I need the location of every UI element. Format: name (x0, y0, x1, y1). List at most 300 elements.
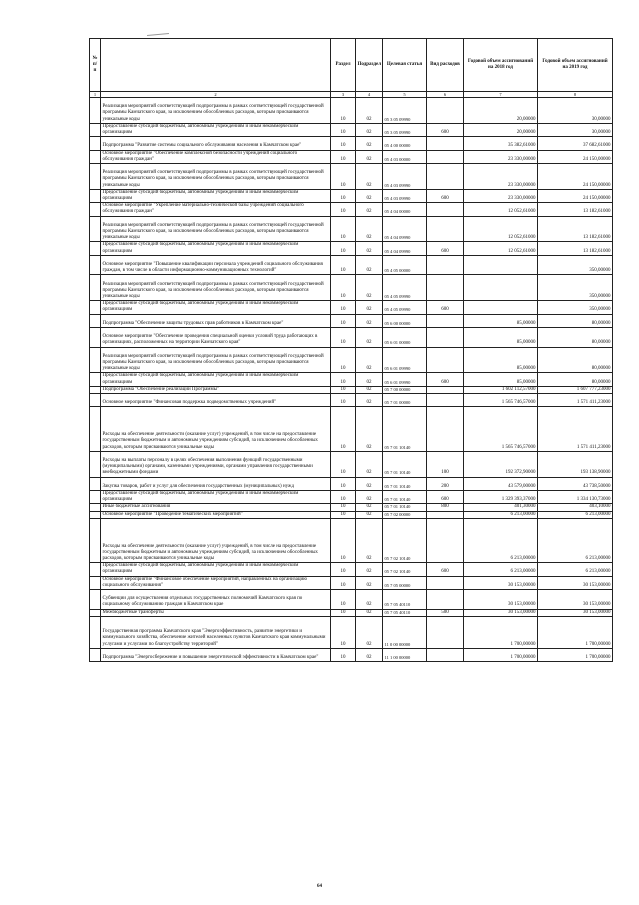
cell-podrazdel: 02 (356, 98, 383, 124)
cell-amount-2019: 30 153,00000 (538, 576, 613, 589)
header-razdel: Раздел (331, 39, 356, 92)
cell-name: Реализация мероприятий соответствующей подпрограммы в рамках соответствующей государственной программы Камчатского края, за исключением обособленных расходов, которым присваиваются уникальные коды (101, 216, 331, 242)
cell-vid (427, 589, 464, 609)
cell-num (90, 373, 101, 386)
cell-amount-2019: 80,00000 (538, 373, 613, 386)
cell-razdel: 10 (331, 328, 356, 348)
cell-name: Предоставление субсидий бюджетным, автономным учреждениям и иным некоммерческим организациям (101, 490, 331, 503)
cell-razdel: 10 (331, 576, 356, 589)
cell-vid (427, 275, 464, 301)
col-number: 1 (90, 92, 101, 98)
page-number: 64 (317, 884, 322, 889)
col-number: 5 (383, 92, 427, 98)
cell-statia: 05 7 02 10140 (383, 563, 427, 576)
cell-name: Предоставление субсидий бюджетным, автономным учреждениям и иным некоммерческим организациям (101, 189, 331, 202)
cell-razdel: 10 (331, 275, 356, 301)
cell-vid (427, 164, 464, 190)
cell-vid (427, 407, 464, 451)
cell-amount-2018: 35 382,61000 (464, 137, 538, 150)
cell-num (90, 648, 101, 661)
table-row (90, 504, 613, 511)
header-2018: Годовой объем ассигнований на 2018 год (464, 39, 538, 92)
table-row (90, 648, 613, 661)
cell-name: Реализация мероприятий соответствующей подпрограммы в рамках соответствующей государственной программы Камчатского края, за исключением обособленных расходов, которым присваиваются уникальные коды (101, 275, 331, 301)
cell-razdel: 10 (331, 255, 356, 275)
cell-name: Предоставление субсидий бюджетным, автономным учреждениям и иным некоммерческим организациям (101, 373, 331, 386)
cell-amount-2018: 20,00000 (464, 123, 538, 136)
cell-podrazdel: 02 (356, 275, 383, 301)
cell-vid: 600 (427, 123, 464, 136)
table-row (90, 314, 613, 327)
cell-num (90, 609, 101, 616)
cell-num (90, 511, 101, 518)
cell-razdel: 10 (331, 314, 356, 327)
cell-razdel: 10 (331, 648, 356, 661)
cell-razdel: 10 (331, 98, 356, 124)
cell-razdel: 10 (331, 451, 356, 477)
cell-podrazdel: 02 (356, 301, 383, 314)
cell-statia: 05 4 04 00000 (383, 203, 427, 216)
cell-podrazdel: 02 (356, 609, 383, 616)
table-row (90, 189, 613, 202)
cell-razdel: 10 (331, 589, 356, 609)
cell-name: Основное мероприятие "Укрепление материально-технической базы учреждений социального обслуживания граждан" (101, 203, 331, 216)
table-row (90, 150, 613, 163)
cell-num (90, 563, 101, 576)
cell-statia: 05 7 01 00000 (383, 394, 427, 407)
cell-amount-2019: 1 607 777,23000 (538, 386, 613, 393)
cell-amount-2019: 6 213,00000 (538, 563, 613, 576)
cell-name: Расходы на обеспечение деятельности (оказание услуг) учреждений, в том числе на предоставление государственным бюджетным и автономным учреждениям субсидий, за исключением обособленных расходов, которым присваиваются уникальные коды (101, 407, 331, 451)
cell-amount-2019: 1 700,00000 (538, 616, 613, 648)
cell-amount-2019: 24 150,00000 (538, 189, 613, 202)
cell-statia: 05 4 03 09990 (383, 189, 427, 202)
cell-name: Государственная программа Камчатского края "Энергоэффективность, развитие энергетики и коммунального хозяйства, обеспечение жителей населенных пунктов Камчатского края коммунальными услугами и услугами по благоустройству территорий" (101, 616, 331, 648)
cell-statia: 05 7 01 10140 (383, 407, 427, 451)
cell-amount-2019: 43 738,50000 (538, 477, 613, 490)
cell-podrazdel: 02 (356, 407, 383, 451)
table-row (90, 563, 613, 576)
header-2019: Годовой объем ассигнований на 2019 год (538, 39, 613, 92)
cell-num (90, 407, 101, 451)
cell-vid: 100 (427, 451, 464, 477)
cell-amount-2018: 6 213,00000 (464, 563, 538, 576)
cell-statia: 11 1 00 00000 (383, 648, 427, 661)
cell-name: Расходы на обеспечение деятельности (оказание услуг) учреждений, в том числе на предоставление государственным бюджетным и автономным учреждениям субсидий, за исключением обособленных расходов, которым присваиваются уникальные коды (101, 518, 331, 562)
cell-amount-2019: 30,00000 (538, 123, 613, 136)
table-row (90, 451, 613, 477)
cell-num (90, 518, 101, 562)
cell-name: Реализация мероприятий соответствующей подпрограммы в рамках соответствующей государственной программы Камчатского края, за исключением обособленных расходов, которым присваиваются уникальные коды (101, 347, 331, 373)
table-row (90, 301, 613, 314)
cell-razdel: 10 (331, 490, 356, 503)
header-statia: Целевая статья (383, 39, 427, 92)
cell-name: Закупка товаров, работ и услуг для обеспечения государственных (муниципальных) нужд (101, 477, 331, 490)
cell-amount-2018: 23 330,00000 (464, 150, 538, 163)
cell-amount-2019: 13 182,61000 (538, 203, 613, 216)
cell-podrazdel: 02 (356, 477, 383, 490)
cell-amount-2019: 350,00000 (538, 255, 613, 275)
cell-num (90, 477, 101, 490)
table-row (90, 518, 613, 562)
table-row (90, 373, 613, 386)
cell-amount-2018: 6 213,00000 (464, 518, 538, 562)
cell-amount-2019: 1 571 411,23000 (538, 394, 613, 407)
cell-amount-2019: 24 150,00000 (538, 164, 613, 190)
cell-vid: 600 (427, 242, 464, 255)
cell-statia: 05 7 00 00000 (383, 386, 427, 393)
cell-vid (427, 616, 464, 648)
cell-podrazdel: 02 (356, 189, 383, 202)
cell-podrazdel: 02 (356, 648, 383, 661)
cell-num (90, 242, 101, 255)
cell-razdel: 10 (331, 511, 356, 518)
cell-razdel: 10 (331, 504, 356, 511)
cell-razdel: 10 (331, 123, 356, 136)
cell-amount-2019: 13 182,61000 (538, 216, 613, 242)
cell-razdel: 10 (331, 347, 356, 373)
cell-name: Основное мероприятие "Повышение квалификации персонала учреждений социального обслуживания граждан, в том числе в области информационно-коммуникационных технологий" (101, 255, 331, 275)
cell-vid (427, 314, 464, 327)
cell-name: Расходы на выплаты персоналу в целях обеспечения выполнения функций государственными (муниципальными) органами, казенными учреждениями, органами управления государственными внебюджетными фондами (101, 451, 331, 477)
cell-statia: 05 7 02 00000 (383, 511, 427, 518)
cell-podrazdel: 02 (356, 511, 383, 518)
cell-num (90, 451, 101, 477)
cell-podrazdel: 02 (356, 123, 383, 136)
cell-num (90, 275, 101, 301)
cell-name: Подпрограмма "Энергосбережение и повышение энергетической эффективности в Камчатском крае" (101, 648, 331, 661)
cell-amount-2019: 6 213,00000 (538, 518, 613, 562)
cell-vid (427, 216, 464, 242)
table-body (90, 98, 613, 662)
cell-razdel: 10 (331, 386, 356, 393)
cell-amount-2019: 13 182,61000 (538, 242, 613, 255)
budget-table (89, 38, 613, 662)
cell-num (90, 98, 101, 124)
col-number: 6 (427, 92, 464, 98)
cell-vid (427, 576, 464, 589)
cell-amount-2019: 80,00000 (538, 347, 613, 373)
cell-amount-2019: 193 138,90000 (538, 451, 613, 477)
cell-vid (427, 518, 464, 562)
cell-vid (427, 386, 464, 393)
cell-num (90, 189, 101, 202)
cell-statia: 05 4 03 00000 (383, 150, 427, 163)
cell-statia: 05 4 04 09990 (383, 242, 427, 255)
cell-vid (427, 255, 464, 275)
cell-vid (427, 150, 464, 163)
cell-podrazdel: 02 (356, 373, 383, 386)
cell-statia: 05 7 02 10140 (383, 518, 427, 562)
cell-vid: 800 (427, 504, 464, 511)
cell-vid: 600 (427, 373, 464, 386)
cell-podrazdel: 02 (356, 255, 383, 275)
col-number: 8 (538, 92, 613, 98)
cell-vid (427, 328, 464, 348)
cell-amount-2018: 30 153,00000 (464, 589, 538, 609)
cell-amount-2019: 24 150,00000 (538, 150, 613, 163)
table-row (90, 576, 613, 589)
cell-podrazdel: 02 (356, 394, 383, 407)
cell-amount-2019: 1 571 411,23000 (538, 407, 613, 451)
cell-name: Предоставление субсидий бюджетным, автономным учреждениям и иным некоммерческим организациям (101, 301, 331, 314)
cell-podrazdel: 02 (356, 328, 383, 348)
cell-razdel: 10 (331, 477, 356, 490)
cell-podrazdel: 02 (356, 347, 383, 373)
cell-vid (427, 394, 464, 407)
cell-statia: 05 6 00 00000 (383, 314, 427, 327)
cell-razdel: 10 (331, 242, 356, 255)
table-row (90, 511, 613, 518)
table-row (90, 242, 613, 255)
cell-amount-2018: 1 700,00000 (464, 648, 538, 661)
cell-amount-2019: 30,00000 (538, 98, 613, 124)
cell-amount-2019: 30 153,00000 (538, 609, 613, 616)
cell-num (90, 123, 101, 136)
cell-razdel: 10 (331, 301, 356, 314)
cell-name: Основное мероприятие "Обеспечение комплексной безопасности учреждений социального обслуживания граждан" (101, 150, 331, 163)
cell-statia: 05 4 05 09990 (383, 301, 427, 314)
cell-name: Предоставление субсидий бюджетным, автономным учреждениям и иным некоммерческим организациям (101, 242, 331, 255)
cell-amount-2018: 6 213,00000 (464, 511, 538, 518)
cell-statia: 05 4 03 09990 (383, 164, 427, 190)
cell-name: Реализация мероприятий соответствующей подпрограммы в рамках соответствующей государственной программы Камчатского края, за исключением обособленных расходов, которым присваиваются уникальные коды (101, 164, 331, 190)
header-vid: Вид расходов (427, 39, 464, 92)
cell-statia: 11 0 00 00000 (383, 616, 427, 648)
cell-name: Предоставление субсидий бюджетным, автономным учреждениям и иным некоммерческим организациям (101, 563, 331, 576)
cell-amount-2018 (464, 255, 538, 275)
cell-statia: 05 7 05 00000 (383, 576, 427, 589)
cell-statia: 05 7 01 10140 (383, 490, 427, 503)
cell-statia: 05 7 01 10140 (383, 477, 427, 490)
cell-amount-2018 (464, 301, 538, 314)
cell-razdel: 10 (331, 394, 356, 407)
cell-num (90, 216, 101, 242)
table-row (90, 137, 613, 150)
cell-statia: 05 6 01 09990 (383, 347, 427, 373)
cell-amount-2018: 12 052,61000 (464, 203, 538, 216)
cell-num (90, 576, 101, 589)
table-row (90, 609, 613, 616)
cell-vid: 600 (427, 301, 464, 314)
table-row (90, 216, 613, 242)
cell-podrazdel: 02 (356, 616, 383, 648)
col-number: 4 (356, 92, 383, 98)
cell-amount-2018: 1 565 746,57000 (464, 394, 538, 407)
table-row (90, 98, 613, 124)
cell-name: Основное мероприятие "Проведение тематических мероприятий" (101, 511, 331, 518)
cell-num (90, 137, 101, 150)
table-row (90, 386, 613, 393)
cell-amount-2018: 12 052,61000 (464, 242, 538, 255)
cell-num (90, 314, 101, 327)
cell-razdel: 10 (331, 203, 356, 216)
cell-vid (427, 648, 464, 661)
cell-amount-2018: 20,00000 (464, 98, 538, 124)
cell-podrazdel: 02 (356, 164, 383, 190)
cell-num (90, 203, 101, 216)
cell-vid: 500 (427, 609, 464, 616)
cell-statia: 05 6 01 09990 (383, 373, 427, 386)
cell-num (90, 490, 101, 503)
cell-razdel: 10 (331, 373, 356, 386)
cell-statia: 05 7 01 10140 (383, 504, 427, 511)
cell-vid: 600 (427, 189, 464, 202)
header-name (101, 39, 331, 92)
cell-amount-2018: 192 372,90000 (464, 451, 538, 477)
table-row (90, 164, 613, 190)
cell-razdel: 10 (331, 164, 356, 190)
cell-num (90, 394, 101, 407)
cell-podrazdel: 02 (356, 451, 383, 477)
cell-name: Основное мероприятие "Финансовая поддержка подведомственных учреждений" (101, 394, 331, 407)
cell-amount-2018: 23 330,00000 (464, 164, 538, 190)
cell-amount-2019: 30 153,00000 (538, 589, 613, 609)
cell-razdel: 10 (331, 137, 356, 150)
cell-podrazdel: 02 (356, 242, 383, 255)
table-row (90, 616, 613, 648)
cell-amount-2019: 37 682,61000 (538, 137, 613, 150)
cell-razdel: 10 (331, 216, 356, 242)
table-row (90, 407, 613, 451)
col-number: 2 (101, 92, 331, 98)
cell-razdel: 10 (331, 609, 356, 616)
cell-amount-2018: 85,00000 (464, 328, 538, 348)
header-podrazdel: Подраздел (356, 39, 383, 92)
cell-amount-2018: 23 330,00000 (464, 189, 538, 202)
cell-amount-2018: 1 329 393,37000 (464, 490, 538, 503)
cell-amount-2018: 401,30000 (464, 504, 538, 511)
cell-num (90, 347, 101, 373)
cell-num (90, 589, 101, 609)
cell-podrazdel: 02 (356, 150, 383, 163)
cell-podrazdel: 02 (356, 490, 383, 503)
cell-amount-2018: 85,00000 (464, 314, 538, 327)
cell-amount-2019: 350,00000 (538, 301, 613, 314)
scan-mark (147, 33, 169, 36)
cell-vid: 600 (427, 490, 464, 503)
cell-vid: 600 (427, 563, 464, 576)
cell-podrazdel: 02 (356, 203, 383, 216)
table-row (90, 275, 613, 301)
cell-vid (427, 203, 464, 216)
cell-amount-2019: 1 700,00000 (538, 648, 613, 661)
cell-num (90, 328, 101, 348)
cell-podrazdel: 02 (356, 216, 383, 242)
cell-amount-2018: 1 700,00000 (464, 616, 538, 648)
cell-podrazdel: 02 (356, 518, 383, 562)
cell-statia: 05 7 05 40110 (383, 589, 427, 609)
cell-name: Подпрограмма "Развитие системы социального обслуживания населения в Камчатском крае" (101, 137, 331, 150)
cell-name: Подпрограмма "Обеспечение защиты трудовых прав работников в Камчатском крае" (101, 314, 331, 327)
cell-amount-2019: 6 213,00000 (538, 511, 613, 518)
cell-vid: 200 (427, 477, 464, 490)
cell-razdel: 10 (331, 150, 356, 163)
cell-amount-2018: 1 602 112,57000 (464, 386, 538, 393)
cell-amount-2019: 80,00000 (538, 328, 613, 348)
cell-vid (427, 98, 464, 124)
cell-name: Иные бюджетные ассигнования (101, 504, 331, 511)
cell-name: Предоставление субсидий бюджетным, автономным учреждениям и иным некоммерческим организациям (101, 123, 331, 136)
cell-amount-2018: 85,00000 (464, 347, 538, 373)
cell-amount-2018 (464, 275, 538, 301)
table-row (90, 347, 613, 373)
cell-statia: 05 3 05 09990 (383, 123, 427, 136)
cell-statia: 05 4 04 09990 (383, 216, 427, 242)
header-row (90, 39, 613, 92)
cell-num (90, 504, 101, 511)
table-row (90, 123, 613, 136)
cell-amount-2019: 80,00000 (538, 314, 613, 327)
cell-razdel: 10 (331, 563, 356, 576)
cell-amount-2018: 30 153,00000 (464, 576, 538, 589)
cell-num (90, 386, 101, 393)
cell-podrazdel: 02 (356, 314, 383, 327)
cell-name: Реализация мероприятий соответствующей подпрограммы в рамках соответствующей государственной программы Камчатского края, за исключением обособленных расходов, которым присваиваются уникальные коды (101, 98, 331, 124)
cell-podrazdel: 02 (356, 589, 383, 609)
cell-name: Подпрограмма "Обеспечение реализации Программы" (101, 386, 331, 393)
cell-amount-2018: 43 579,00000 (464, 477, 538, 490)
cell-razdel: 10 (331, 407, 356, 451)
cell-name: Основное мероприятие "Финансовое обеспечение мероприятий, направленных на организацию социального обслуживания" (101, 576, 331, 589)
table-row (90, 589, 613, 609)
cell-razdel: 10 (331, 518, 356, 562)
table-row (90, 477, 613, 490)
cell-podrazdel: 02 (356, 137, 383, 150)
cell-num (90, 616, 101, 648)
col-number: 7 (464, 92, 538, 98)
cell-vid (427, 511, 464, 518)
table-row (90, 255, 613, 275)
cell-amount-2019: 1 334 130,73000 (538, 490, 613, 503)
cell-vid (427, 137, 464, 150)
cell-statia: 05 7 01 10140 (383, 451, 427, 477)
cell-statia: 05 4 00 00000 (383, 137, 427, 150)
table-row (90, 394, 613, 407)
cell-num (90, 164, 101, 190)
col-number: 3 (331, 92, 356, 98)
cell-statia: 05 4 05 09990 (383, 275, 427, 301)
cell-num (90, 255, 101, 275)
cell-amount-2018: 1 565 746,57000 (464, 407, 538, 451)
cell-razdel: 10 (331, 616, 356, 648)
cell-vid (427, 347, 464, 373)
cell-num (90, 301, 101, 314)
cell-statia: 05 6 01 00000 (383, 328, 427, 348)
header-num: № п/п (90, 39, 101, 92)
cell-statia: 05 3 05 09990 (383, 98, 427, 124)
cell-podrazdel: 02 (356, 504, 383, 511)
cell-num (90, 150, 101, 163)
cell-amount-2018: 85,00000 (464, 373, 538, 386)
cell-name: Межбюджетные трансферты (101, 609, 331, 616)
cell-name: Субвенции для осуществления отдельных государственных полномочий Камчатского края по социальному обслуживанию граждан в Камчатском крае (101, 589, 331, 609)
cell-amount-2019: 403,10000 (538, 504, 613, 511)
cell-statia: 05 4 05 00000 (383, 255, 427, 275)
cell-podrazdel: 02 (356, 576, 383, 589)
table-row (90, 328, 613, 348)
cell-podrazdel: 02 (356, 386, 383, 393)
cell-amount-2018: 12 052,61000 (464, 216, 538, 242)
cell-podrazdel: 02 (356, 563, 383, 576)
table-row (90, 203, 613, 216)
cell-amount-2019: 350,00000 (538, 275, 613, 301)
cell-name: Основное мероприятие "Обеспечение проведения специальной оценки условий труда работающих в организациях, расположенных на территории Камчатского края" (101, 328, 331, 348)
table-row (90, 490, 613, 503)
cell-razdel: 10 (331, 189, 356, 202)
cell-amount-2018: 30 153,00000 (464, 609, 538, 616)
cell-statia: 05 7 05 40110 (383, 609, 427, 616)
